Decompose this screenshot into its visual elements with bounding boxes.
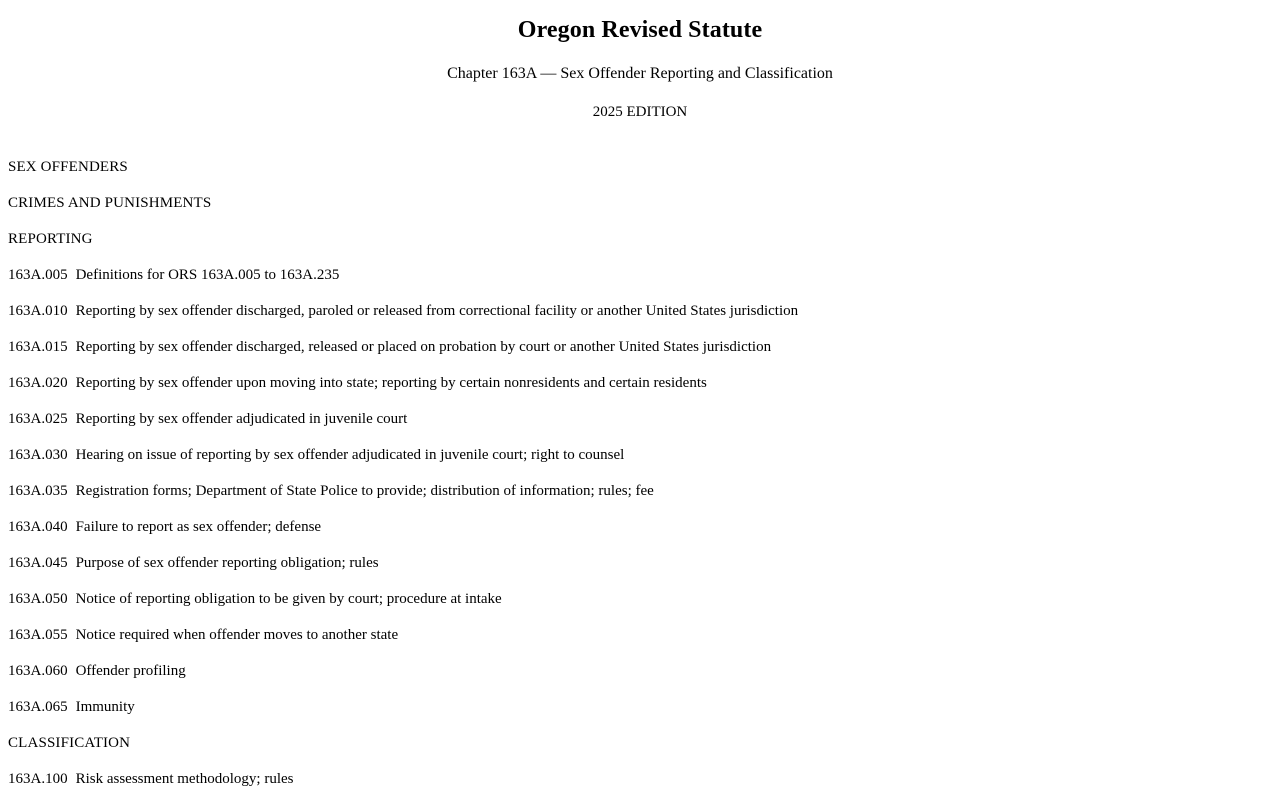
index-entry-title: Notice required when offender moves to another state xyxy=(75,627,399,643)
index-entry[interactable] xyxy=(0,628,1280,664)
index-entry-title: Registration forms; Department of State Police to provide; distribution of information; rules; fee xyxy=(75,483,654,499)
index-section-heading-label: CRIMES AND PUNISHMENTS xyxy=(8,195,212,211)
index-entry-title: Risk assessment methodology; rules xyxy=(75,771,294,787)
index-entry[interactable] xyxy=(0,340,1280,376)
index-entry-number: 163A.055 xyxy=(8,627,68,643)
index-entry-title: Notice of reporting obligation to be given by court; procedure at intake xyxy=(75,591,502,607)
index-entry[interactable] xyxy=(0,772,1280,808)
index-entry-title: Reporting by sex offender adjudicated in juvenile court xyxy=(75,411,408,427)
edition-label: 2025 EDITION xyxy=(592,104,688,120)
index-entry[interactable] xyxy=(0,556,1280,592)
index-entry-number: 163A.020 xyxy=(8,375,68,391)
index-entry-title: Reporting by sex offender upon moving into state; reporting by certain nonresidents and certain residents xyxy=(75,375,707,391)
index-entry-title: Offender profiling xyxy=(75,663,186,679)
index-section-heading xyxy=(0,232,1280,268)
index-entry[interactable] xyxy=(0,664,1280,700)
index-entry-title: Hearing on issue of reporting by sex offender adjudicated in juvenile court; right to counsel xyxy=(75,447,625,463)
index-section-heading-label: SEX OFFENDERS xyxy=(8,159,128,175)
index-entry[interactable] xyxy=(0,304,1280,340)
index-entry-number: 163A.045 xyxy=(8,555,68,571)
index-entry[interactable] xyxy=(0,376,1280,412)
index-entry-number: 163A.050 xyxy=(8,591,68,607)
index-entry-number: 163A.060 xyxy=(8,663,68,679)
index-section-heading-label: REPORTING xyxy=(8,231,93,247)
index-entry-title: Immunity xyxy=(75,699,135,715)
index-entry-number: 163A.025 xyxy=(8,411,68,427)
index-section-heading xyxy=(0,160,1280,196)
index-entry[interactable] xyxy=(0,268,1280,304)
index-entry-title: Purpose of sex offender reporting obligation; rules xyxy=(75,555,379,571)
index-entry-title: Definitions for ORS 163A.005 to 163A.235 xyxy=(75,267,340,283)
chapter-subtitle: Chapter 163A — Sex Offender Reporting and Classification xyxy=(447,65,833,82)
index-entry-number: 163A.005 xyxy=(8,267,68,283)
page-title: Oregon Revised Statute xyxy=(517,17,763,43)
index-entry-title: Failure to report as sex offender; defense xyxy=(75,519,322,535)
index-section-heading xyxy=(0,736,1280,772)
index-section-heading-label: CLASSIFICATION xyxy=(8,735,131,751)
index-entry[interactable] xyxy=(0,700,1280,736)
index-entry-number: 163A.015 xyxy=(8,339,68,355)
index-entry-number: 163A.040 xyxy=(8,519,68,535)
index-entry-title: Reporting by sex offender discharged, paroled or released from correctional facility or another United States jurisdiction xyxy=(75,303,799,319)
index-entry-title: Reporting by sex offender discharged, released or placed on probation by court or another United States jurisdiction xyxy=(75,339,772,355)
index-entry-number: 163A.035 xyxy=(8,483,68,499)
index-entry-number: 163A.100 xyxy=(8,771,68,787)
index-entry[interactable] xyxy=(0,592,1280,628)
index-entry[interactable] xyxy=(0,412,1280,448)
index-entry[interactable] xyxy=(0,520,1280,556)
statute-index-list xyxy=(0,120,1280,808)
index-entry-number: 163A.065 xyxy=(8,699,68,715)
index-section-heading xyxy=(0,196,1280,232)
index-entry[interactable] xyxy=(0,448,1280,484)
index-entry-number: 163A.030 xyxy=(8,447,68,463)
index-entry-number: 163A.010 xyxy=(8,303,68,319)
index-entry[interactable] xyxy=(0,484,1280,520)
